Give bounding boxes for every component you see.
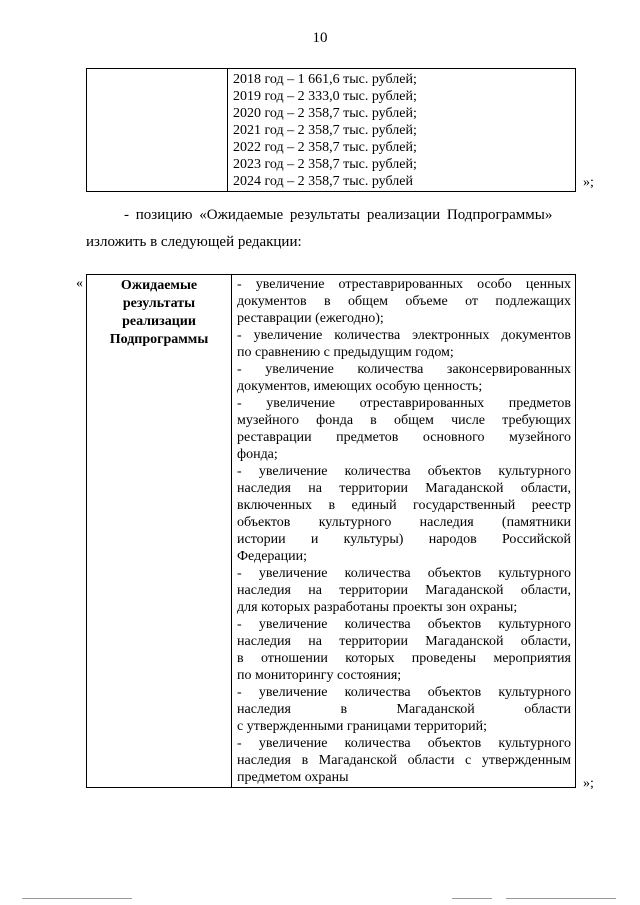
footer-rule-mid (452, 898, 492, 899)
page-number: 10 (312, 30, 328, 46)
result-text-line: музейного фонда в общем числе требующих (237, 413, 571, 428)
result-text-line: по сравнению с предыдущим годом; (237, 345, 454, 360)
result-text-line: предметом охраны (237, 770, 349, 785)
funding-line: 2021 год – 2 358,7 тыс. рублей; (233, 123, 417, 138)
instruction-line-2: изложить в следующей редакции: (86, 234, 302, 250)
result-text-line: документов в общем объеме от подлежащих (237, 294, 571, 309)
result-text-line: наследия в Магаданской области (237, 702, 571, 717)
result-text-line: для которых разработаны проекты зон охраны; (237, 600, 518, 615)
result-text-line: наследия в Магаданской области с утвержденным (237, 753, 571, 768)
results-table-open-quote: « (76, 276, 83, 291)
result-text-line: - увеличение количества объектов культурного (237, 566, 571, 581)
footer-rule-right (506, 898, 616, 899)
funding-line: 2020 год – 2 358,7 тыс. рублей; (233, 106, 417, 121)
result-text-line: Федерации; (237, 549, 308, 564)
result-text-line: включенных в единый государственный реестр (237, 498, 571, 513)
result-text-line: - увеличение количества объектов культурного (237, 736, 571, 751)
instruction-line-1: - позицию «Ожидаемые результаты реализации Подпрограммы» (124, 207, 553, 223)
funding-line: 2024 год – 2 358,7 тыс. рублей (233, 174, 413, 189)
expected-results-label-cell (87, 275, 232, 788)
result-text-line: - увеличение отреставрированных предметов (237, 396, 571, 411)
result-text-line: по мониторингу состояния; (237, 668, 402, 683)
label-line: реализации (122, 314, 196, 329)
funding-line: 2023 год – 2 358,7 тыс. рублей; (233, 157, 417, 172)
result-text-line: наследия на территории Магаданской области, (237, 634, 571, 649)
result-text-line: реставрации предметов основного музейного (237, 430, 571, 445)
expected-results-table (86, 274, 576, 788)
funding-line: 2019 год – 2 333,0 тыс. рублей; (233, 89, 417, 104)
result-text-line: наследия на территории Магаданской области, (237, 583, 571, 598)
result-text-line: фонда; (237, 447, 278, 462)
label-line: Ожидаемые (120, 278, 198, 293)
result-text-line: наследия на территории Магаданской области, (237, 481, 571, 496)
funding-table-close-quote: »; (583, 175, 594, 190)
label-line: Подпрограммы (109, 332, 209, 347)
footer-rule-left (22, 898, 132, 899)
label-line: результаты (122, 296, 196, 311)
result-text-line: объектов культурного наследия (памятники (237, 515, 571, 530)
result-text-line: с утвержденными границами территорий; (237, 719, 487, 734)
result-text-line: - увеличение количества законсервированных (237, 362, 571, 377)
result-text-line: в отношении которых проведены мероприятия (237, 651, 571, 666)
result-text-line: - увеличение количества объектов культурного (237, 685, 571, 700)
result-text-line: - увеличение количества объектов культурного (237, 617, 571, 632)
funding-table-values-cell (228, 69, 576, 192)
expected-results-text-cell (232, 275, 576, 788)
result-text-line: - увеличение количества электронных документов (237, 328, 571, 343)
funding-line: 2018 год – 1 661,6 тыс. рублей; (233, 72, 417, 87)
result-text-line: истории и культуры) народов Российской (237, 532, 571, 547)
result-text-line: - увеличение отреставрированных особо ценных (237, 277, 571, 292)
results-table-close-quote: »; (583, 776, 594, 791)
result-text-line: документов, имеющих особую ценность; (237, 379, 483, 394)
funding-table (86, 68, 576, 192)
funding-table-label-cell (87, 69, 228, 192)
result-text-line: - увеличение количества объектов культурного (237, 464, 571, 479)
result-text-line: реставрации (ежегодно); (237, 311, 384, 326)
funding-line: 2022 год – 2 358,7 тыс. рублей; (233, 140, 417, 155)
